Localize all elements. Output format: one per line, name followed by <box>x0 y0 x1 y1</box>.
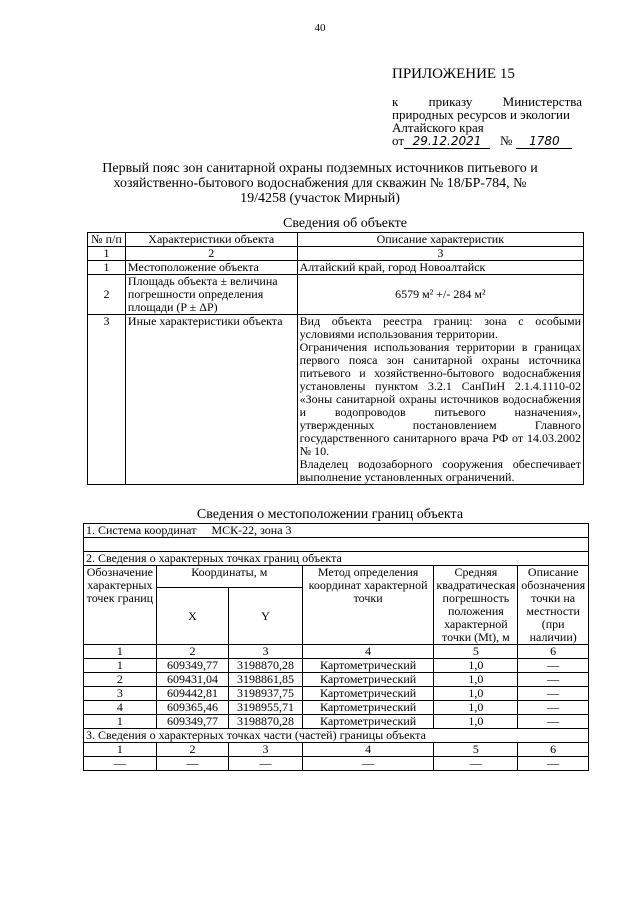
coord-system-label: 1. Система координат <box>86 523 197 537</box>
point-y: 3198870,28 <box>229 659 303 673</box>
table-header-row <box>88 233 584 247</box>
value-paragraph: Вид объекта реестра границ: зона с особыми условиями использования территории. <box>299 314 581 341</box>
point-description: — <box>518 715 589 729</box>
value-paragraph: Ограничения использования территории в границах первого пояса зон санитарной охраны источника питьевого и хозяйственно-бытового водоснабжения установлены пунктом 3.2.1 СанПиН 2.1.4.1110-02 «Зоны санитарной охраны источников водоснабжения и водопроводов питьевого назначения», утвержденных постановлением Главного государственного санитарного врача РФ от 14.03.2002 № 10. <box>299 340 581 458</box>
table-row <box>84 673 589 687</box>
point-method: Картометрический <box>302 687 434 701</box>
point-description: — <box>518 673 589 687</box>
point-y: 3198937,75 <box>229 687 303 701</box>
col-num: 5 <box>434 645 518 659</box>
header-method: Метод определения координат характерной точки <box>302 566 434 645</box>
col-num: 3 <box>229 743 303 757</box>
header-row <box>84 566 589 588</box>
point-accuracy: 1,0 <box>434 687 518 701</box>
table-row <box>88 261 584 275</box>
point-description: — <box>518 659 589 673</box>
col-num: 5 <box>434 743 518 757</box>
point-x: 609349,77 <box>156 715 229 729</box>
table-row <box>84 701 589 715</box>
point-method: Картометрический <box>302 673 434 687</box>
empty-cell: — <box>434 757 518 771</box>
point-accuracy: 1,0 <box>434 715 518 729</box>
col-num: 2 <box>125 247 297 261</box>
header-y: Y <box>229 588 303 645</box>
object-info-table <box>87 232 584 485</box>
object-info-title: Сведения об объекте <box>283 216 407 231</box>
row-number: 1 <box>88 261 126 275</box>
point-description: — <box>518 701 589 715</box>
value-paragraph: Владелец водозаборного сооружения обеспечивает выполнение установленных ограничений. <box>299 457 581 484</box>
row-name: Иные характеристики объекта <box>125 315 297 485</box>
header-designation: Обозначение характерных точек границ <box>84 566 157 645</box>
row-name: Местоположение объекта <box>125 261 297 275</box>
column-number-row <box>84 645 589 659</box>
order-date: 29.12.2021 <box>404 135 490 149</box>
point-method: Картометрический <box>302 715 434 729</box>
col-num: 1 <box>88 247 126 261</box>
empty-cell: — <box>302 757 434 771</box>
row-value <box>297 315 583 485</box>
col-num: 1 <box>84 743 157 757</box>
col-num: 1 <box>84 645 157 659</box>
point-x: 609442,81 <box>156 687 229 701</box>
point-method: Картометрический <box>302 659 434 673</box>
section3-label: 3. Сведения о характерных точках части (частей) границы объекта <box>84 729 589 743</box>
header-coords: Координаты, м <box>156 566 302 588</box>
point-x: 609349,77 <box>156 659 229 673</box>
table-row <box>84 659 589 673</box>
point-id: 4 <box>84 701 157 715</box>
table-row <box>88 315 584 485</box>
order-reference <box>392 95 582 149</box>
page-number: 40 <box>314 22 326 34</box>
point-id: 3 <box>84 687 157 701</box>
col-num: 2 <box>156 645 229 659</box>
table-row <box>84 757 589 771</box>
appendix-title: ПРИЛОЖЕНИЕ 15 <box>392 66 515 82</box>
row-number: 3 <box>88 315 126 485</box>
point-description: — <box>518 687 589 701</box>
section2-row <box>84 552 589 566</box>
column-number-row <box>88 247 584 261</box>
row-value: Алтайский край, город Новоалтайск <box>297 261 583 275</box>
header-point-description: Описание обозначения точки на местности (при наличии) <box>518 566 589 645</box>
point-y: 3198955,71 <box>229 701 303 715</box>
coord-system-row <box>84 524 589 538</box>
table-row <box>84 715 589 729</box>
document-title: Первый пояс зон санитарной охраны подземных источников питьевого и хозяйственно-бытового водоснабжения для скважин № 18/БР-784, № 19/4258 (участок Мирный) <box>102 161 538 206</box>
location-table <box>83 523 589 771</box>
section2-label: 2. Сведения о характерных точках границ объекта <box>84 552 589 566</box>
point-id: 2 <box>84 673 157 687</box>
col-num: 3 <box>297 247 583 261</box>
point-accuracy: 1,0 <box>434 659 518 673</box>
empty-cell: — <box>229 757 303 771</box>
header-num: № п/п <box>88 233 126 247</box>
header-x: X <box>156 588 229 645</box>
number-label: № <box>500 133 513 148</box>
table-row <box>88 275 584 315</box>
order-date-line <box>392 134 582 149</box>
section3-row <box>84 729 589 743</box>
col-num: 6 <box>518 645 589 659</box>
coord-system-value: МСК-22, зона 3 <box>211 523 292 537</box>
point-accuracy: 1,0 <box>434 673 518 687</box>
empty-cell: — <box>84 757 157 771</box>
point-x: 609365,46 <box>156 701 229 715</box>
order-text: к приказу Министерства природных ресурсов и экологии <box>392 94 582 122</box>
col-num: 4 <box>302 743 434 757</box>
empty-cell: — <box>156 757 229 771</box>
row-value: 6579 м² +/- 284 м² <box>297 275 583 315</box>
header-characteristic: Характеристики объекта <box>125 233 297 247</box>
point-id: 1 <box>84 659 157 673</box>
header-accuracy: Средняя квадратическая погрешность положения характерной точки (Mt), м <box>434 566 518 645</box>
location-info-title: Сведения о местоположении границ объекта <box>196 507 464 522</box>
point-method: Картометрический <box>302 701 434 715</box>
point-y: 3198861,85 <box>229 673 303 687</box>
empty-cell: — <box>518 757 589 771</box>
col-num: 3 <box>229 645 303 659</box>
spacer-row <box>84 538 589 552</box>
row-number: 2 <box>88 275 126 315</box>
point-id: 1 <box>84 715 157 729</box>
col-num: 6 <box>518 743 589 757</box>
order-region: Алтайского края <box>392 120 484 135</box>
point-accuracy: 1,0 <box>434 701 518 715</box>
col-num: 2 <box>156 743 229 757</box>
point-x: 609431,04 <box>156 673 229 687</box>
point-y: 3198870,28 <box>229 715 303 729</box>
row-name: Площадь объекта ± величина погрешности определения площади (P ± ΔP) <box>125 275 297 315</box>
table-row <box>84 687 589 701</box>
header-description: Описание характеристик <box>297 233 583 247</box>
column-number-row <box>84 743 589 757</box>
order-number: 1780 <box>516 135 572 149</box>
from-label: от <box>392 133 405 148</box>
col-num: 4 <box>302 645 434 659</box>
